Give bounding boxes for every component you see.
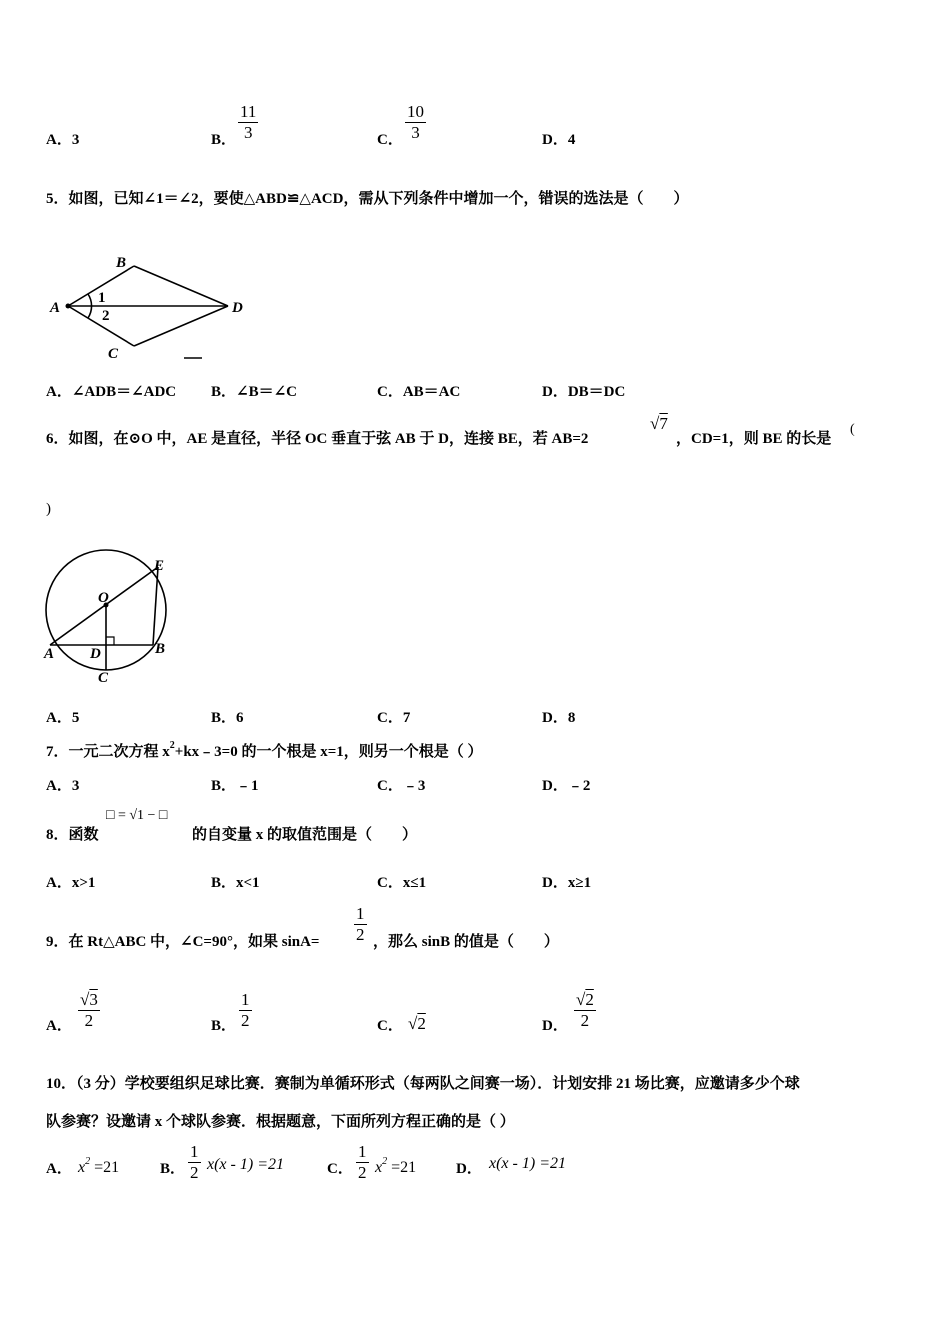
q9-option-b-fraction [239,990,252,1031]
fraction-numerator: 1 [356,904,365,923]
label-angle-2: 2 [102,308,110,324]
q10-option-a-equation [78,1156,119,1177]
fraction-numerator: 10 [407,102,424,121]
q10-option-b-fraction [188,1142,201,1183]
q10-option-b-label: B． [160,1161,186,1177]
segment-be [153,567,158,645]
label-d: D [90,646,101,662]
q6-close-paren: ) [46,501,51,517]
exponent: 2 [382,1156,388,1167]
q10-option-c-label: C． [327,1161,353,1177]
q7-option-d[interactable]: D．﹣2 [542,778,591,794]
label-b: B [116,255,127,271]
q9-option-d-label: D． [542,1018,568,1034]
fraction-denominator: 2 [580,1011,590,1030]
q6-stem-before: 6．如图，在⊙O 中，AE 是直径，半径 OC 垂直于弦 AB 于 D，连接 BE，若 AB=2 [46,431,589,447]
q9-option-a-fraction [78,990,100,1031]
segment-cd [134,306,228,346]
q10-option-c-fraction [356,1142,369,1183]
q8-stem-after: 的自变量 x 的取值范围是（ ） [192,827,418,843]
rhs: =21 [94,1159,120,1176]
q9-option-d-fraction [574,990,596,1031]
fraction-denominator: 2 [356,925,365,944]
q10-option-d-expression: x(x - 1) =21 [489,1155,566,1172]
q4-option-c-fraction [405,102,426,143]
fraction-numerator: 1 [190,1142,199,1161]
q8-option-a[interactable]: A．x>1 [46,875,96,891]
fraction-numerator: 1 [241,990,250,1009]
q8-formula: □ = √1 − □ [106,808,168,823]
fraction-denominator: 2 [84,1011,94,1030]
q6-radicand: 7 [659,414,668,433]
q6-option-a[interactable]: A．5 [46,710,80,726]
q8-stem-before: 8．函数 [46,827,99,843]
q10-option-a-label: A． [46,1161,72,1177]
q8-option-b[interactable]: B．x<1 [211,875,260,891]
variable: x [375,1159,383,1176]
q5-figure-quadrilateral [44,248,264,364]
q9-sin-fraction [354,904,367,945]
q7-option-a[interactable]: A．3 [46,778,80,794]
fraction-numerator: 11 [240,102,257,121]
q9-option-c-sqrt: √2 [408,1014,426,1033]
label-c: C [108,346,119,362]
q9-option-b-label: B． [211,1018,237,1034]
fraction-denominator: 2 [190,1163,199,1182]
right-angle-mark [106,637,114,645]
segment-ac [68,306,134,346]
label-b: B [155,641,166,657]
variable: x [78,1159,86,1176]
q10-stem-line2: 队参赛？设邀请 x 个球队参赛．根据题意，下面所列方程正确的是（ ） [46,1114,515,1130]
q6-option-c[interactable]: C．7 [377,710,411,726]
point-a [66,304,71,309]
q6-option-b[interactable]: B．6 [211,710,244,726]
label-o: O [98,590,109,606]
fraction-numerator: √3 [80,990,98,1009]
q9-stem-after: ，那么 sinB 的值是（ ） [373,934,559,950]
rhs: =21 [391,1159,417,1176]
label-e: E [154,558,165,574]
q6-option-d[interactable]: D．8 [542,710,576,726]
q4-option-b-fraction [238,102,258,143]
segment-bd [134,266,228,306]
fraction-denominator: 2 [241,1011,250,1030]
q5-stem: 5．如图，已知∠1＝∠2，要使△ABD≌△ACD，需从下列条件中增加一个，错误的选法是（ ） [46,191,689,207]
q7-stem [46,740,483,761]
radicand: 3 [89,990,98,1009]
q4-option-a[interactable]: A．3 [46,132,80,148]
q4-option-b-label: B． [211,132,237,148]
q7-stem-after: +kx﹣3=0 的一个根是 x=1，则另一个根是（ ） [174,744,483,760]
q7-stem-before: 7．一元二次方程 x [46,744,170,760]
fraction-denominator: 3 [411,123,420,142]
q10-option-c-equation [375,1156,416,1177]
q4-option-d[interactable]: D．4 [542,132,576,148]
q9-option-c-label: C． [377,1018,403,1034]
fraction-numerator: 1 [358,1142,367,1161]
label-d: D [232,300,243,316]
q7-option-c[interactable]: C．﹣3 [377,778,426,794]
label-angle-1: 1 [98,290,106,306]
exponent: 2 [85,1156,91,1167]
q5-option-a[interactable]: A．∠ADB＝∠ADC [46,384,177,400]
q10-option-b-expression: x(x - 1) =21 [207,1156,284,1173]
q9-stem-before: 9．在 Rt△ABC 中，∠C=90°，如果 sinA= [46,934,320,950]
q6-sqrt-radical: √7 [650,414,668,433]
q10-option-d-label: D． [456,1161,482,1177]
fraction-numerator: √2 [576,990,594,1009]
label-a: A [44,646,55,662]
fraction-denominator: 2 [358,1163,367,1182]
q6-stem-after: ，CD=1，则 BE 的长是 [676,431,832,447]
q7-exponent: 2 [169,740,175,751]
q6-open-paren: ( [850,422,855,437]
q4-option-c-label: C． [377,132,403,148]
q5-option-d[interactable]: D．DB＝DC [542,384,626,400]
label-c: C [98,670,109,686]
q5-option-c[interactable]: C．AB＝AC [377,384,461,400]
q6-figure-circle [40,548,180,686]
radicand: 2 [417,1014,426,1033]
q8-option-d[interactable]: D．x≥1 [542,875,592,891]
q8-option-c[interactable]: C．x≤1 [377,875,427,891]
q10-stem-line1: 10．（3 分）学校要组织足球比赛．赛制为单循环形式（每两队之间赛一场）．计划安排 21 场比赛，应邀请多少个球 [46,1076,800,1092]
q7-option-b[interactable]: B．﹣1 [211,778,259,794]
q5-option-b[interactable]: B．∠B＝∠C [211,384,297,400]
radicand: 2 [585,990,594,1009]
q9-option-a-label: A． [46,1018,72,1034]
label-a: A [50,300,61,316]
fraction-denominator: 3 [243,123,253,142]
